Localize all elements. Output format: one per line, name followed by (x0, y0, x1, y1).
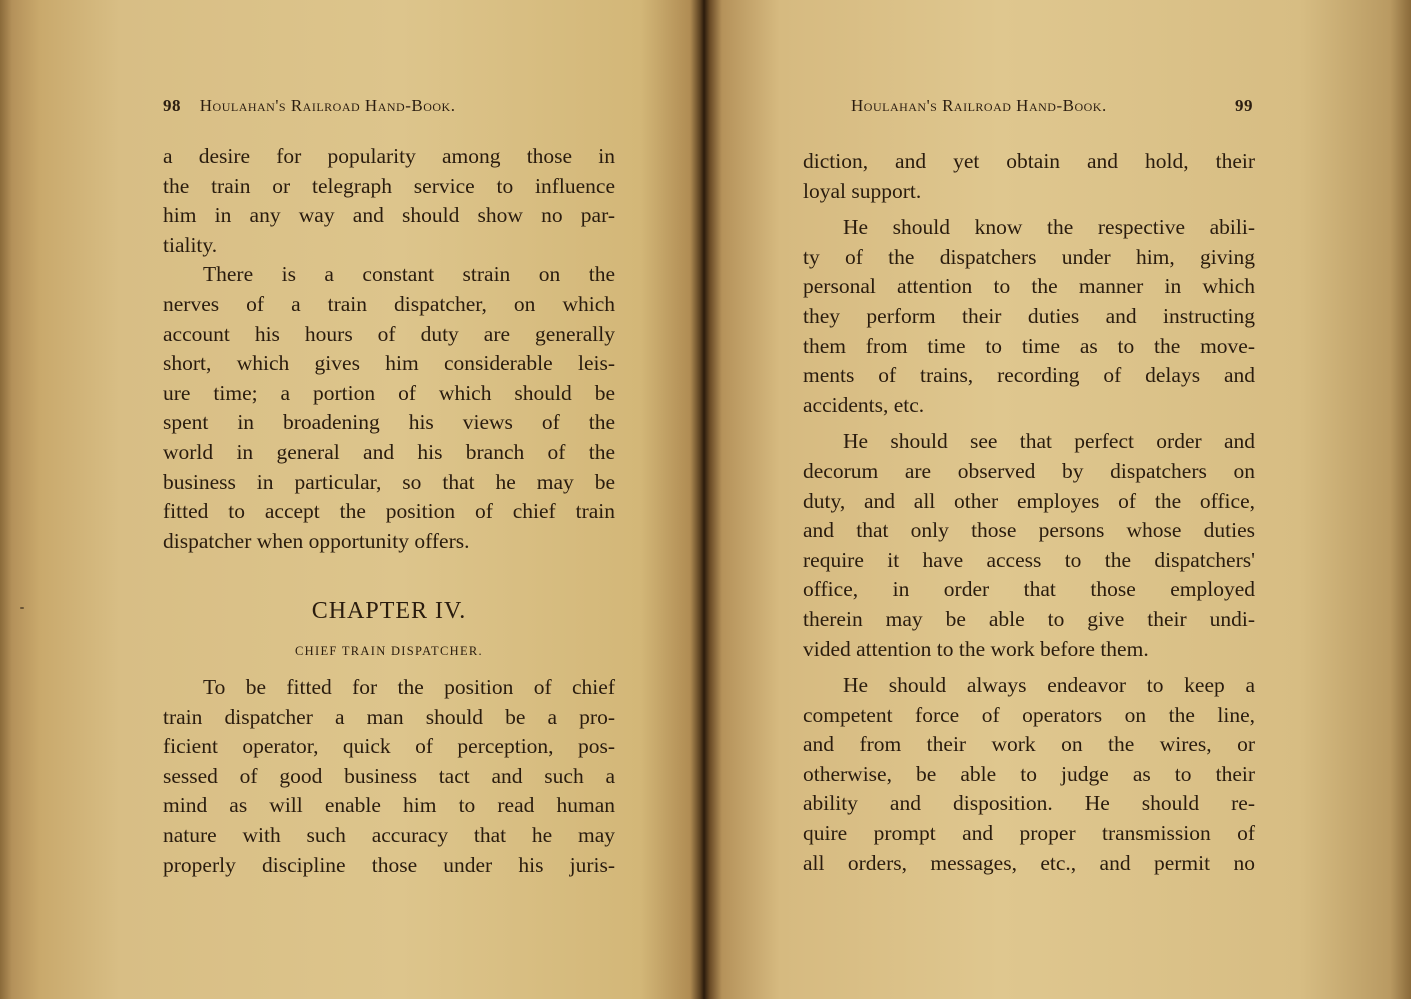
text-line: ure time; a portion of which should be (163, 380, 615, 405)
text-line: decorum are observed by dispatchers on (803, 458, 1255, 483)
text-line: ability and disposition. He should re- (803, 791, 1255, 816)
text-line: properly discipline those under his juris- (163, 852, 615, 877)
right-text-block (803, 147, 1255, 878)
text-line: tiality. (163, 232, 218, 257)
left-page (0, 0, 700, 999)
left-text-block-2 (163, 673, 615, 880)
page-number-left: 98 (163, 96, 181, 115)
paper-speck (20, 607, 24, 609)
text-line: world in general and his branch of the (163, 439, 615, 464)
text-line: There is a constant strain on the (203, 262, 615, 287)
text-line: He should know the respective abili- (843, 215, 1255, 240)
running-head-title-left: Houlahan's Railroad Hand-Book. (199, 96, 456, 115)
text-line: they perform their duties and instructing (803, 303, 1255, 328)
text-line: spent in broadening his views of the (163, 410, 615, 435)
text-line: them from time to time as to the move- (803, 333, 1255, 358)
text-line: duty, and all other employes of the office, (803, 488, 1255, 513)
text-line: require it have access to the dispatchers' (803, 547, 1255, 572)
text-line: otherwise, be able to judge as to their (803, 761, 1255, 786)
chapter-subtitle: CHIEF TRAIN DISPATCHER. (295, 644, 483, 658)
text-line: and that only those persons whose duties (803, 518, 1255, 543)
text-line: all orders, messages, etc., and permit no (803, 850, 1255, 875)
text-line: business in particular, so that he may be (163, 469, 615, 494)
text-line: He should always endeavor to keep a (843, 673, 1255, 698)
text-line: ments of trains, recording of delays and (803, 363, 1255, 388)
text-line: diction, and yet obtain and hold, their (803, 149, 1255, 173)
text-line: sessed of good business tact and such a (163, 763, 615, 788)
text-line: personal attention to the manner in which (803, 274, 1255, 299)
text-line: a desire for popularity among those in (163, 144, 615, 168)
text-line: mind as will enable him to read human (163, 793, 615, 818)
text-line: fitted to accept the position of chief train (163, 499, 615, 524)
right-page (706, 0, 1411, 999)
running-head-right (851, 96, 1253, 116)
text-line: office, in order that those employed (803, 577, 1255, 602)
running-head-title-right: Houlahan's Railroad Hand-Book. (851, 96, 1107, 115)
running-head-left (163, 96, 613, 116)
text-line: account his hours of duty are generally (163, 321, 615, 346)
text-line: dispatcher when opportunity offers. (163, 528, 470, 553)
text-line: ty of the dispatchers under him, giving (803, 244, 1255, 269)
text-line: the train or telegraph service to influence (163, 173, 615, 198)
text-line: train dispatcher a man should be a pro- (163, 704, 615, 729)
text-line: He should see that perfect order and (843, 429, 1255, 454)
text-line: nature with such accuracy that he may (163, 822, 615, 847)
text-line: short, which gives him considerable leis- (163, 351, 615, 376)
page-number-right: 99 (1235, 96, 1253, 115)
text-line: quire prompt and proper transmission of (803, 821, 1255, 846)
left-text-block-1 (163, 142, 615, 556)
text-line: vided attention to the work before them. (803, 636, 1149, 661)
text-line: nerves of a train dispatcher, on which (163, 291, 615, 316)
text-line: him in any way and should show no par- (163, 203, 615, 228)
text-line: therein may be able to give their undi- (803, 606, 1255, 631)
text-line: To be fitted for the position of chief (203, 675, 615, 699)
text-line: ficient operator, quick of perception, pos- (163, 734, 615, 759)
text-line: competent force of operators on the line, (803, 702, 1255, 727)
chapter-title: CHAPTER IV. (311, 598, 467, 624)
text-line: accidents, etc. (803, 392, 925, 417)
text-line: and from their work on the wires, or (803, 732, 1255, 757)
text-line: loyal support. (803, 178, 922, 203)
